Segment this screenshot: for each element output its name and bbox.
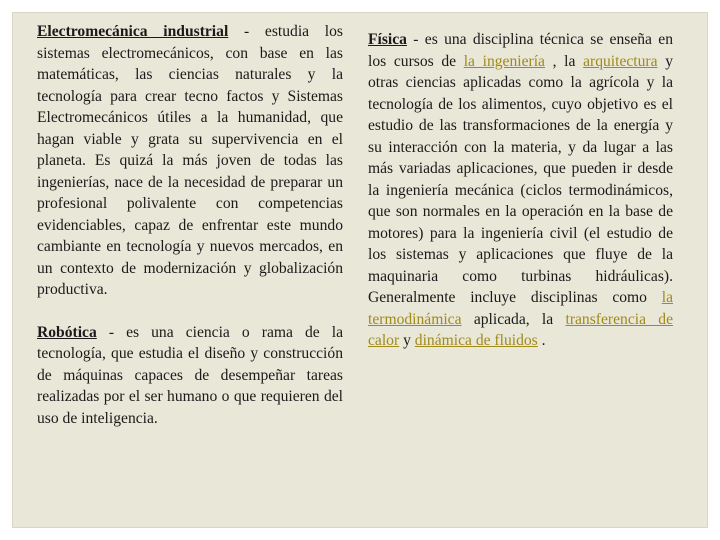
right-column xyxy=(368,29,673,352)
robotica-term: Robótica xyxy=(37,323,97,341)
fisica-text-5: y xyxy=(399,332,415,349)
link-transferencia-de-calor[interactable]: transferencia de calor xyxy=(368,310,673,349)
fisica-text-2: , la xyxy=(544,52,584,70)
robotica-paragraph xyxy=(37,322,343,430)
fisica-paragraph xyxy=(368,29,673,352)
link-arquitectura[interactable]: arquitectura xyxy=(583,52,658,70)
paragraph-gap xyxy=(37,301,343,322)
link-dinamica-de-fluidos[interactable]: dinámica de fluidos xyxy=(414,332,538,349)
link-la-ingenieria[interactable]: la ingeniería xyxy=(463,52,545,70)
fisica-text-1: - es una disciplina técnica se enseña en los cursos de xyxy=(368,31,673,70)
electromecanica-paragraph xyxy=(37,21,343,301)
fisica-text-6: . xyxy=(537,332,546,349)
robotica-text: - es una ciencia o rama de la tecnología, que estudia el diseño y construcción de máquinas capaces de desempeñar tareas realizadas por el ser humano o que requieren del uso de inteligencia. xyxy=(37,323,343,427)
left-column xyxy=(37,21,343,429)
electromecanica-term: Electromecánica industrial xyxy=(37,23,229,40)
link-la-termodinamica[interactable]: la termodinámica xyxy=(368,289,673,328)
fisica-text-4: aplicada, la xyxy=(461,310,566,328)
fisica-term: Física xyxy=(368,31,407,48)
electromecanica-text: - estudia los sistemas electromecánicos, con base en las matemáticas, las ciencias naturales y la tecnología para crear tecno factos y Sistemas Electromecánicos útiles a la humanidad, que hagan viable y grata su supervivencia en el planeta. Es quizá la más joven de todas las ingenierías, nace de la necesidad de preparar un profesional polivalente con competencias evidenciables, capaz de enfrentar este mundo cambiante en tecnología y nuevos mercados, en un contexto de modernización y globalización productiva. xyxy=(37,23,343,298)
slide-frame xyxy=(12,12,708,528)
fisica-text-3: y otras ciencias aplicadas como la agrícola y la tecnología de los alimentos, cuyo objetivo es el estudio de las transformaciones de la energía y su interacción con la materia, y da lugar a las más variadas aplicaciones, que pueden ir desde la ingeniería mecánica (ciclos termodinámicos, que son normales en la operación en la base de motores) para la ingeniería civil (el estudio de los sistemas y aplicaciones que fluye de la maquinaria como turbinas hidráulicas). Generalmente incluye disciplinas como xyxy=(368,52,673,306)
